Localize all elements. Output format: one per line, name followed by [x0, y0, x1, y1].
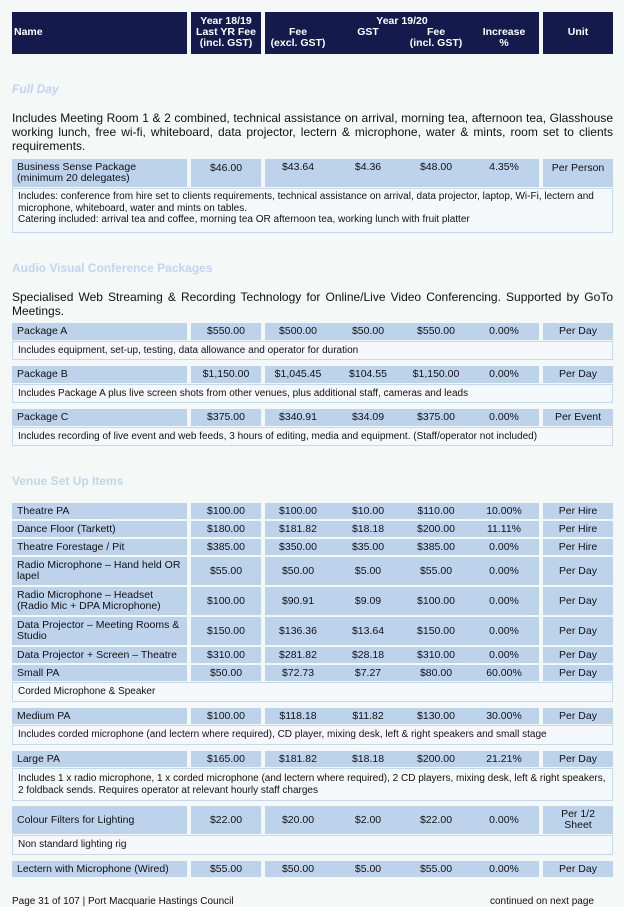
venue-row-4-unit: Per Day: [543, 587, 613, 615]
venue-row-10-inc: 0.00%: [489, 813, 519, 826]
av-row-2-gst: $34.09: [351, 411, 385, 423]
venue-row-7-note: Corded Microphone & Speaker: [12, 682, 613, 702]
fd-row-last: $46.00: [191, 159, 261, 187]
av-row-2-note: Includes recording of live event and web feeds, 3 hours of editing, media and equipment. (Staff/operator not included): [12, 427, 613, 446]
venue-row-5-name: Data Projector – Meeting Rooms & Studio: [12, 617, 187, 645]
venue-row-9-unit: Per Day: [543, 751, 613, 767]
venue-row-9-last: $165.00: [191, 751, 261, 767]
av-row-1-note: Includes Package A plus live screen shots from other venues, plus additional staff, cameras and leads: [12, 384, 613, 403]
venue-row-1-name: Dance Floor (Tarkett): [12, 521, 187, 537]
av-row-2-name: Package C: [12, 409, 187, 426]
av-row-0-incl: $550.00: [417, 325, 455, 337]
av-row-0-last: $550.00: [191, 323, 261, 340]
venue-row-6-unit: Per Day: [543, 647, 613, 663]
fd-row-incl: $48.00: [419, 160, 453, 173]
venue-row-4-excl: $90.91: [281, 594, 315, 607]
venue-row-4-incl: $100.00: [417, 594, 455, 607]
venue-row-6-last: $310.00: [191, 647, 261, 663]
av-row-0-inc: 0.00%: [489, 325, 519, 337]
fd-row-gst: $4.36: [354, 160, 382, 173]
header-year1819-cell: [191, 12, 261, 54]
av-row-1-excl: $1,045.45: [274, 368, 322, 380]
venue-row-0-last: $100.00: [191, 503, 261, 519]
venue-row-7-excl: $72.73: [281, 666, 315, 679]
venue-row-7-name: Small PA: [12, 665, 187, 681]
header-year1819-line2: Last YR Fee: [196, 26, 256, 38]
fd-row-name: Business Sense Package (minimum 20 delegates): [12, 159, 187, 187]
av-row-0-gst: $50.00: [351, 325, 385, 337]
header-unit-cell: [543, 12, 613, 54]
venue-row-2-gst: $35.00: [351, 540, 385, 553]
venue-row-10-unit: Per 1/2 Sheet: [543, 806, 613, 834]
venue-row-5-inc: 0.00%: [489, 624, 519, 637]
venue-row-1-gst: $18.18: [351, 522, 385, 535]
venue-row-11-inc: 0.00%: [489, 862, 519, 875]
header-fee-excl-2: (excl. GST): [270, 37, 326, 49]
fd-row-excl: $43.64: [281, 160, 315, 173]
venue-row-2-name: Theatre Forestage / Pit: [12, 539, 187, 555]
venue-row-7-incl: $80.00: [419, 666, 453, 679]
venue-row-8-note: Includes corded microphone (and lectern where required), CD player, mixing desk, left & right speakers and small stage: [12, 725, 613, 745]
header-year1920-cell: [265, 12, 539, 54]
venue-row-1-excl: $181.82: [279, 522, 317, 535]
fd-row-note: Includes: conference from hire set to clients requirements, technical assistance on arrival, data projector, laptop, Wi-Fi, lectern and microphone, whiteboard, water and mints on tables. Catering included: arrival tea and coffee, morning tea OR afternoon tea, working lunch with fruit platter: [12, 188, 613, 233]
venue-row-7-last: $50.00: [191, 665, 261, 681]
venue-row-9-excl: $181.82: [279, 752, 317, 765]
venue-row-8-incl: $130.00: [417, 709, 455, 722]
venue-row-8-excl: $118.18: [279, 709, 317, 722]
venue-row-5-unit: Per Day: [543, 617, 613, 645]
av-row-1-gst: $104.55: [349, 368, 387, 380]
venue-row-1-incl: $200.00: [417, 522, 455, 535]
venue-row-3-unit: Per Day: [543, 557, 613, 585]
venue-row-10-note: Non standard lighting rig: [12, 835, 613, 855]
venue-row-9-inc: 21.21%: [486, 752, 522, 765]
venue-row-0-excl: $100.00: [279, 504, 317, 517]
header-year1920: Year 19/20: [376, 15, 428, 27]
venue-row-7-unit: Per Day: [543, 665, 613, 681]
venue-row-1-last: $180.00: [191, 521, 261, 537]
venue-row-11-excl: $50.00: [281, 862, 315, 875]
venue-row-11-gst: $5.00: [354, 862, 382, 875]
venue-row-2-excl: $350.00: [279, 540, 317, 553]
fd-row-unit: Per Person: [543, 159, 613, 187]
venue-row-0-incl: $110.00: [417, 504, 455, 517]
venue-row-2-unit: Per Hire: [543, 539, 613, 555]
av-row-1-last: $1,150.00: [191, 366, 261, 383]
fd-row-inc: 4.35%: [489, 160, 519, 173]
venue-row-1-unit: Per Hire: [543, 521, 613, 537]
venue-row-6-incl: $310.00: [417, 648, 455, 661]
venue-row-8-gst: $11.82: [352, 709, 384, 722]
venue-row-4-name: Radio Microphone – Headset (Radio Mic + DPA Microphone): [12, 587, 187, 615]
av-row-2-last: $375.00: [191, 409, 261, 426]
full-day-intro: Includes Meeting Room 1 & 2 combined, technical assistance on arrival, morning tea, afternoon tea, Glasshouse working lunch, free wi-fi, whiteboard, data projector, lectern & microphone, water & mints, room set to clients requirements.: [12, 111, 613, 153]
venue-row-9-incl: $200.00: [417, 752, 455, 765]
venue-row-10-last: $22.00: [191, 806, 261, 834]
section-title-venue: Venue Set Up Items: [12, 474, 124, 488]
footer-left: Page 31 of 107 | Port Macquarie Hastings Council: [12, 896, 234, 907]
av-row-1-unit: Per Day: [543, 366, 613, 383]
venue-row-3-last: $55.00: [191, 557, 261, 585]
venue-row-2-incl: $385.00: [417, 540, 455, 553]
section-title-av: Audio Visual Conference Packages: [12, 261, 213, 275]
venue-row-0-gst: $10.00: [351, 504, 385, 517]
header-increase-2: %: [499, 37, 509, 49]
av-row-2-inc: 0.00%: [489, 411, 519, 423]
venue-row-5-incl: $150.00: [417, 624, 455, 637]
venue-row-9-note: Includes 1 x radio microphone, 1 x corded microphone (and lectern where required), 2 CD players, mixing desk, left & right speakers, 2 foldback sends. Requires operator at relevant hourly staff charges: [12, 768, 613, 801]
venue-row-10-incl: $22.00: [419, 813, 453, 826]
av-row-0-unit: Per Day: [543, 323, 613, 340]
header-increase-1: Increase: [482, 26, 526, 38]
venue-row-10-excl: $20.00: [281, 813, 315, 826]
venue-row-6-inc: 0.00%: [489, 648, 519, 661]
header-gst: GST: [357, 26, 379, 38]
venue-row-8-name: Medium PA: [12, 708, 187, 724]
venue-row-3-name: Radio Microphone – Hand held OR lapel: [12, 557, 187, 585]
venue-row-2-inc: 0.00%: [489, 540, 519, 553]
venue-row-7-gst: $7.27: [354, 666, 382, 679]
venue-row-3-inc: 0.00%: [489, 564, 519, 577]
venue-row-3-excl: $50.00: [281, 564, 315, 577]
header-unit: Unit: [567, 26, 589, 38]
venue-row-11-incl: $55.00: [419, 862, 453, 875]
venue-row-4-gst: $9.09: [354, 594, 382, 607]
venue-row-0-name: Theatre PA: [12, 503, 187, 519]
footer-right: continued on next page: [490, 896, 594, 907]
av-row-0-excl: $500.00: [279, 325, 317, 337]
header-year1819-line3: (incl. GST): [199, 37, 253, 49]
venue-row-11-name: Lectern with Microphone (Wired): [12, 861, 187, 877]
venue-row-8-inc: 30.00%: [486, 709, 522, 722]
venue-row-1-inc: 11.11%: [486, 522, 522, 535]
venue-row-3-incl: $55.00: [419, 564, 453, 577]
av-row-1-name: Package B: [12, 366, 187, 383]
venue-row-4-inc: 0.00%: [489, 594, 519, 607]
venue-row-11-last: $55.00: [191, 861, 261, 877]
header-fee-excl-1: Fee: [288, 26, 308, 38]
av-row-1-inc: 0.00%: [489, 368, 519, 380]
venue-row-9-name: Large PA: [12, 751, 187, 767]
av-intro: Specialised Web Streaming & Recording Technology for Online/Live Video Conferencing. Supported by GoTo Meetings.: [12, 290, 613, 318]
header-name-cell: [12, 12, 187, 54]
venue-row-10-name: Colour Filters for Lighting: [12, 806, 187, 834]
venue-row-6-excl: $281.82: [279, 648, 317, 661]
venue-row-6-gst: $28.18: [351, 648, 385, 661]
venue-row-8-unit: Per Day: [543, 708, 613, 724]
venue-row-10-gst: $2.00: [354, 813, 382, 826]
venue-row-8-last: $100.00: [191, 708, 261, 724]
av-row-2-incl: $375.00: [417, 411, 455, 423]
section-title-full-day: Full Day: [12, 82, 59, 96]
venue-row-5-gst: $13.64: [351, 624, 385, 637]
av-row-0-name: Package A: [12, 323, 187, 340]
header-name: Name: [14, 26, 43, 38]
header-year1819-line1: Year 18/19: [200, 15, 252, 27]
venue-row-7-inc: 60.00%: [486, 666, 522, 679]
venue-row-4-last: $100.00: [191, 587, 261, 615]
venue-row-0-unit: Per Hire: [543, 503, 613, 519]
venue-row-11-unit: Per Day: [543, 861, 613, 877]
av-row-2-excl: $340.91: [279, 411, 317, 423]
venue-row-3-gst: $5.00: [354, 564, 382, 577]
av-row-2-unit: Per Event: [543, 409, 613, 426]
venue-row-0-inc: 10.00%: [486, 504, 522, 517]
av-row-1-incl: $1,150.00: [412, 368, 460, 380]
venue-row-9-gst: $18.18: [351, 752, 385, 765]
header-fee-incl-2: (incl. GST): [409, 37, 463, 49]
venue-row-6-name: Data Projector + Screen – Theatre: [12, 647, 187, 663]
av-row-0-note: Includes equipment, set-up, testing, data allowance and operator for duration: [12, 341, 613, 360]
venue-row-5-excl: $136.36: [279, 624, 317, 637]
venue-row-2-last: $385.00: [191, 539, 261, 555]
venue-row-5-last: $150.00: [191, 617, 261, 645]
header-fee-incl-1: Fee: [426, 26, 446, 38]
